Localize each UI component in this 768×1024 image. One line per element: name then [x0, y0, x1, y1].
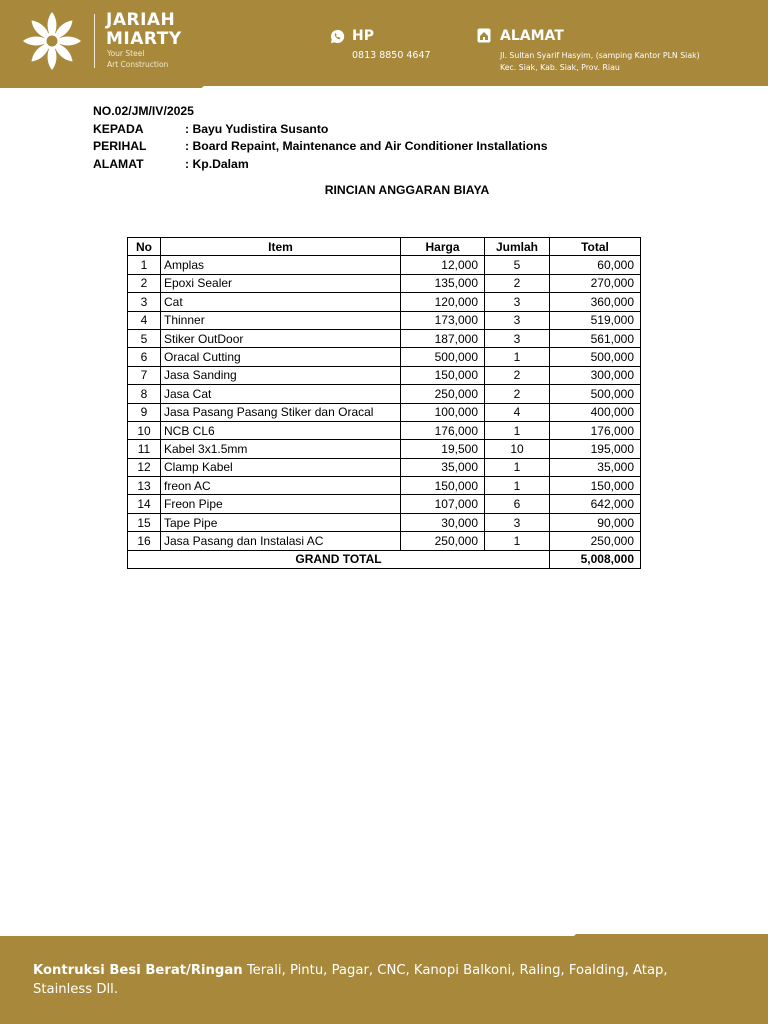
- cell-item: Stiker OutDoor: [161, 329, 401, 347]
- table-row: [128, 495, 641, 513]
- cell-total: 250,000: [550, 532, 641, 550]
- cell-no: 5: [128, 329, 161, 347]
- cell-item: Tape Pipe: [161, 513, 401, 531]
- cell-jumlah: 2: [485, 366, 550, 384]
- cell-jumlah: 1: [485, 421, 550, 439]
- cell-jumlah: 3: [485, 311, 550, 329]
- starburst-logo-icon: [20, 10, 84, 72]
- cell-harga: 250,000: [401, 532, 485, 550]
- table-row: [128, 293, 641, 311]
- table-row: [128, 348, 641, 366]
- cell-harga: 35,000: [401, 458, 485, 476]
- cell-item: Clamp Kabel: [161, 458, 401, 476]
- cell-harga: 150,000: [401, 366, 485, 384]
- brand-tagline-line2: Art Construction: [107, 60, 169, 69]
- cell-harga: 176,000: [401, 421, 485, 439]
- brand-name-line1: JARIAH: [106, 10, 176, 30]
- cell-harga: 120,000: [401, 293, 485, 311]
- cell-total: 176,000: [550, 421, 641, 439]
- cell-no: 1: [128, 256, 161, 274]
- cell-item: Oracal Cutting: [161, 348, 401, 366]
- cell-harga: 150,000: [401, 477, 485, 495]
- cell-total: 400,000: [550, 403, 641, 421]
- cell-harga: 12,000: [401, 256, 485, 274]
- cell-jumlah: 2: [485, 274, 550, 292]
- recipient-row: [93, 121, 329, 139]
- cell-harga: 19,500: [401, 440, 485, 458]
- table-row: [128, 256, 641, 274]
- table-row: [128, 403, 641, 421]
- letter-info: [93, 103, 548, 173]
- cell-total: 35,000: [550, 458, 641, 476]
- cell-total: 90,000: [550, 513, 641, 531]
- cell-total: 642,000: [550, 495, 641, 513]
- grand-total-row: [128, 550, 641, 568]
- cell-no: 16: [128, 532, 161, 550]
- address-row: [93, 156, 249, 174]
- brand-name-line2: MIARTY: [106, 29, 182, 49]
- cell-harga: 173,000: [401, 311, 485, 329]
- phone-label: HP: [352, 28, 374, 44]
- cell-jumlah: 10: [485, 440, 550, 458]
- cell-jumlah: 3: [485, 329, 550, 347]
- cell-item: Jasa Cat: [161, 385, 401, 403]
- cell-jumlah: 2: [485, 385, 550, 403]
- cell-no: 10: [128, 421, 161, 439]
- table-row: [128, 329, 641, 347]
- cell-item: Thinner: [161, 311, 401, 329]
- cell-total: 300,000: [550, 366, 641, 384]
- recipient-label: KEPADA: [93, 121, 144, 136]
- address-line-1: Jl. Sultan Syarif Hasyim, (samping Kantor PLN Siak): [500, 51, 700, 60]
- header-jumlah: Jumlah: [485, 238, 550, 256]
- table-row: [128, 385, 641, 403]
- cell-item: NCB CL6: [161, 421, 401, 439]
- header-harga: Harga: [401, 238, 485, 256]
- table-header-row: [128, 238, 641, 256]
- table-row: [128, 513, 641, 531]
- header-item: Item: [161, 238, 401, 256]
- cell-total: 519,000: [550, 311, 641, 329]
- cell-no: 13: [128, 477, 161, 495]
- subject-label: PERIHAL: [93, 139, 147, 153]
- cell-total: 195,000: [550, 440, 641, 458]
- cell-item: Jasa Sanding: [161, 366, 401, 384]
- header-notch: [0, 80, 210, 88]
- cell-item: Jasa Pasang Pasang Stiker dan Oracal: [161, 403, 401, 421]
- letter-address-value: : Kp.Dalam: [185, 156, 249, 171]
- cell-harga: 100,000: [401, 403, 485, 421]
- cell-item: Freon Pipe: [161, 495, 401, 513]
- cell-item: freon AC: [161, 477, 401, 495]
- brand-name: [106, 11, 182, 49]
- cell-item: Jasa Pasang dan Instalasi AC: [161, 532, 401, 550]
- table-row: [128, 366, 641, 384]
- cell-jumlah: 3: [485, 293, 550, 311]
- cell-total: 150,000: [550, 477, 641, 495]
- cell-jumlah: 6: [485, 495, 550, 513]
- address-label: ALAMAT: [500, 28, 564, 44]
- reference-number: NO.02/JM/IV/2025: [93, 104, 194, 118]
- whatsapp-icon: [330, 29, 345, 44]
- cell-jumlah: 3: [485, 513, 550, 531]
- cell-item: Amplas: [161, 256, 401, 274]
- phone-number: 0813 8850 4647: [352, 50, 431, 61]
- header-total: Total: [550, 238, 641, 256]
- table-body: [128, 256, 641, 550]
- cell-total: 500,000: [550, 385, 641, 403]
- cell-no: 12: [128, 458, 161, 476]
- cell-no: 3: [128, 293, 161, 311]
- document-title: RINCIAN ANGGARAN BIAYA: [324, 183, 490, 197]
- budget-table: [127, 237, 641, 569]
- table-row: [128, 477, 641, 495]
- cell-no: 4: [128, 311, 161, 329]
- letter-address-label: ALAMAT: [93, 156, 144, 171]
- cell-item: Kabel 3x1.5mm: [161, 440, 401, 458]
- cell-total: 500,000: [550, 348, 641, 366]
- cell-no: 9: [128, 403, 161, 421]
- recipient-value: : Bayu Yudistira Susanto: [185, 121, 329, 136]
- table-row: [128, 274, 641, 292]
- cell-total: 270,000: [550, 274, 641, 292]
- cell-jumlah: 4: [485, 403, 550, 421]
- cell-item: Cat: [161, 293, 401, 311]
- table-row: [128, 532, 641, 550]
- cell-jumlah: 1: [485, 458, 550, 476]
- grand-total-value: 5,008,000: [550, 550, 641, 568]
- cell-no: 15: [128, 513, 161, 531]
- cell-no: 11: [128, 440, 161, 458]
- table-row: [128, 421, 641, 439]
- cell-total: 60,000: [550, 256, 641, 274]
- cell-jumlah: 1: [485, 532, 550, 550]
- subject-row: [93, 138, 548, 156]
- home-icon: [477, 28, 491, 43]
- cell-harga: 30,000: [401, 513, 485, 531]
- brand-tagline: [107, 48, 168, 70]
- table-row: [128, 458, 641, 476]
- cell-harga: 187,000: [401, 329, 485, 347]
- cell-harga: 135,000: [401, 274, 485, 292]
- cell-item: Epoxi Sealer: [161, 274, 401, 292]
- brand-tagline-line1: Your Steel: [107, 49, 145, 58]
- header-no: No: [128, 238, 161, 256]
- logo-divider: [94, 14, 95, 68]
- grand-total-label: GRAND TOTAL: [128, 550, 550, 568]
- footer-service-list: Terali, Pintu, Pagar, CNC, Kanopi Balkoni, Raling, Foalding, Atap, Stainless Dll.: [33, 963, 668, 997]
- cell-jumlah: 1: [485, 348, 550, 366]
- table-row: [128, 440, 641, 458]
- cell-harga: 107,000: [401, 495, 485, 513]
- cell-no: 6: [128, 348, 161, 366]
- cell-no: 8: [128, 385, 161, 403]
- header-bar: [0, 0, 768, 86]
- table-row: [128, 311, 641, 329]
- cell-harga: 250,000: [401, 385, 485, 403]
- subject-value: : Board Repaint, Maintenance and Air Conditioner Installations: [185, 139, 548, 153]
- cell-no: 14: [128, 495, 161, 513]
- cell-jumlah: 5: [485, 256, 550, 274]
- footer-bold-text: Kontruksi Besi Berat/Ringan: [33, 963, 243, 978]
- cell-total: 561,000: [550, 329, 641, 347]
- footer-services: [33, 961, 713, 999]
- cell-harga: 500,000: [401, 348, 485, 366]
- address-line-2: Kec. Siak, Kab. Siak, Prov. Riau: [500, 63, 620, 72]
- cell-jumlah: 1: [485, 477, 550, 495]
- cell-no: 7: [128, 366, 161, 384]
- cell-no: 2: [128, 274, 161, 292]
- cell-total: 360,000: [550, 293, 641, 311]
